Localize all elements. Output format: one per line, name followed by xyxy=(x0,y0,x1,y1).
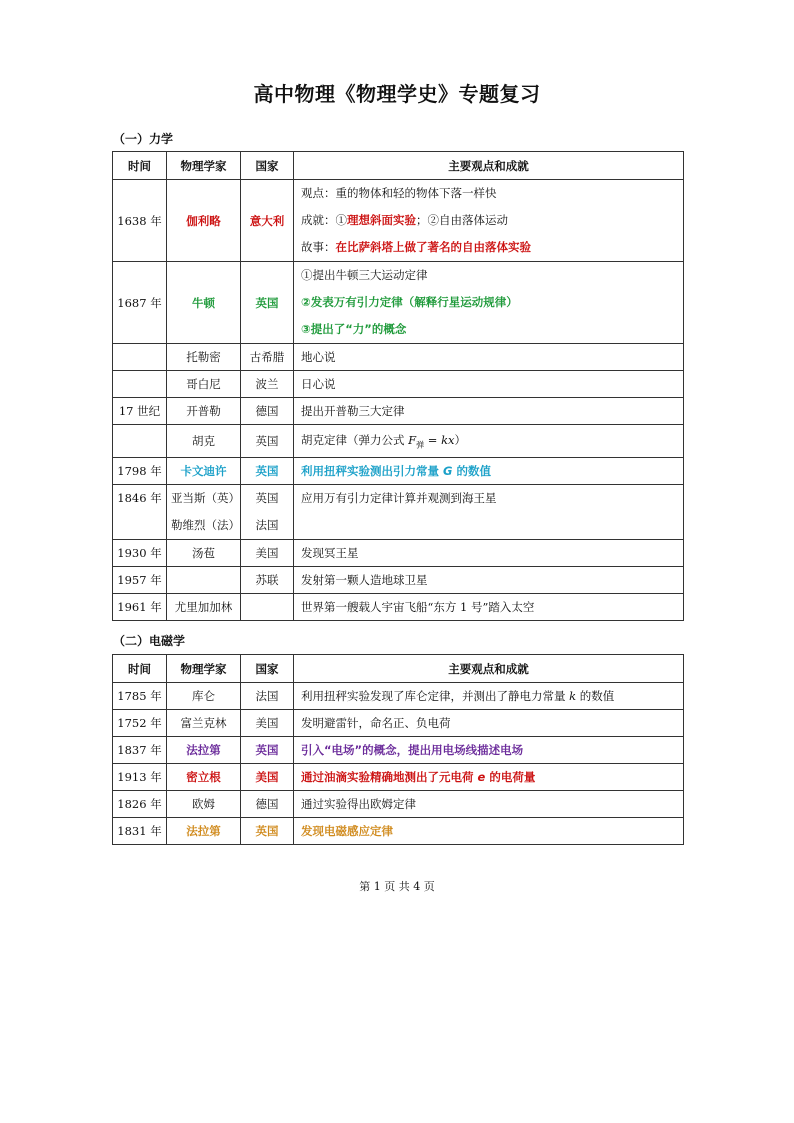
row-achievement: 胡克定律（弹力公式 $F_弹 = kx$） xyxy=(294,425,684,458)
header-achievement: 主要观点和成就 xyxy=(294,655,684,683)
row-time: 17 世纪 xyxy=(113,398,167,425)
row-country: 美国 xyxy=(241,710,294,737)
row-country: 英国 法国 xyxy=(241,485,294,540)
achievement-line: 观点：重的物体和轻的物体下落一样快 xyxy=(301,186,497,200)
row-physicist: 亚当斯（英） 勒维烈（法） xyxy=(167,485,241,540)
row-physicist: 法拉第 xyxy=(167,737,241,764)
table-row-newton xyxy=(113,262,684,344)
table-row-neptune xyxy=(113,485,684,540)
row-physicist xyxy=(167,567,241,594)
row-achievement: 通过油滴实验精确地测出了元电荷 e 的电荷量 xyxy=(294,764,684,791)
row-achievement: 地心说 xyxy=(294,344,684,371)
row-country: 英国 xyxy=(241,737,294,764)
row-time: 1831 年 xyxy=(113,818,167,845)
row-achievement: 世界第一艘载人宇宙飞船“东方 1 号”踏入太空 xyxy=(294,594,684,621)
row-country: 古希腊 xyxy=(241,344,294,371)
header-physicist: 物理学家 xyxy=(167,655,241,683)
row-physicist: 欧姆 xyxy=(167,791,241,818)
row-country xyxy=(241,594,294,621)
row-country: 德国 xyxy=(241,398,294,425)
table-row-ohm xyxy=(113,791,684,818)
row-achievement: 发明避雷针，命名正、负电荷 xyxy=(294,710,684,737)
row-achievement: 引入“电场”的概念，提出用电场线描述电场 xyxy=(294,737,684,764)
table-header-row xyxy=(113,655,684,683)
row-time: 1846 年 xyxy=(113,485,167,540)
row-time: 1837 年 xyxy=(113,737,167,764)
table-row-galileo xyxy=(113,180,684,262)
row-country: 英国 xyxy=(241,458,294,485)
table-row-faraday-induction xyxy=(113,818,684,845)
row-time: 1961 年 xyxy=(113,594,167,621)
row-achievement: 应用万有引力定律计算并观测到海王星 xyxy=(294,485,684,540)
table-row-franklin xyxy=(113,710,684,737)
row-country: 英国 xyxy=(241,818,294,845)
row-achievement: 利用扭秤实验测出引力常量 G 的数值 xyxy=(294,458,684,485)
row-time: 1798 年 xyxy=(113,458,167,485)
row-country: 英国 xyxy=(241,425,294,458)
row-country: 美国 xyxy=(241,764,294,791)
row-achievement: 发射第一颗人造地球卫星 xyxy=(294,567,684,594)
row-physicist: 哥白尼 xyxy=(167,371,241,398)
row-physicist: 托勒密 xyxy=(167,344,241,371)
row-physicist: 尤里加加林 xyxy=(167,594,241,621)
row-physicist: 法拉第 xyxy=(167,818,241,845)
table-row-faraday-field xyxy=(113,737,684,764)
row-physicist: 汤苞 xyxy=(167,540,241,567)
row-achievement: 利用扭秤实验发现了库仑定律，并测出了静电力常量 k 的数值 xyxy=(294,683,684,710)
row-achievement: 通过实验得出欧姆定律 xyxy=(294,791,684,818)
row-time xyxy=(113,344,167,371)
row-time xyxy=(113,371,167,398)
achievement-line: ①提出牛顿三大运动定律 xyxy=(301,268,428,282)
row-physicist: 富兰克林 xyxy=(167,710,241,737)
row-country: 美国 xyxy=(241,540,294,567)
table-row-kepler xyxy=(113,398,684,425)
section-mechanics-heading: （一）力学 xyxy=(113,132,174,146)
table-row-tombaugh xyxy=(113,540,684,567)
table-row-millikan xyxy=(113,764,684,791)
row-time: 1785 年 xyxy=(113,683,167,710)
row-achievement xyxy=(294,262,684,344)
page-title: 高中物理《物理学史》专题复习 xyxy=(253,82,541,106)
row-physicist: 胡克 xyxy=(167,425,241,458)
page-footer: 第 1 页 共 4 页 xyxy=(359,880,435,893)
row-country: 法国 xyxy=(241,683,294,710)
row-country: 德国 xyxy=(241,791,294,818)
table-row-gagarin xyxy=(113,594,684,621)
mechanics-table xyxy=(112,151,684,621)
row-achievement: 发现电磁感应定律 xyxy=(294,818,684,845)
header-country: 国家 xyxy=(241,655,294,683)
table-row-ptolemy xyxy=(113,344,684,371)
table-row-coulomb xyxy=(113,683,684,710)
row-time: 1752 年 xyxy=(113,710,167,737)
table-row-cavendish xyxy=(113,458,684,485)
row-country: 意大利 xyxy=(241,180,294,262)
achievement-line: 成就：①理想斜面实验；②自由落体运动 xyxy=(301,213,508,227)
row-time: 1957 年 xyxy=(113,567,167,594)
row-physicist: 密立根 xyxy=(167,764,241,791)
achievement-line: 故事：在比萨斜塔上做了著名的自由落体实验 xyxy=(301,240,531,254)
row-time: 1826 年 xyxy=(113,791,167,818)
row-country: 波兰 xyxy=(241,371,294,398)
row-achievement: 提出开普勒三大定律 xyxy=(294,398,684,425)
table-row-sputnik xyxy=(113,567,684,594)
header-achievement: 主要观点和成就 xyxy=(294,152,684,180)
row-achievement: 发现冥王星 xyxy=(294,540,684,567)
achievement-line: ②发表万有引力定律（解释行星运动规律） xyxy=(301,295,518,309)
row-country: 苏联 xyxy=(241,567,294,594)
header-country: 国家 xyxy=(241,152,294,180)
section-electromagnetism-heading: （二）电磁学 xyxy=(113,634,186,648)
row-country: 英国 xyxy=(241,262,294,344)
row-achievement xyxy=(294,180,684,262)
header-time: 时间 xyxy=(113,655,167,683)
header-physicist: 物理学家 xyxy=(167,152,241,180)
electromagnetism-table xyxy=(112,654,684,845)
table-header-row xyxy=(113,152,684,180)
row-time: 1687 年 xyxy=(113,262,167,344)
table-row-hooke xyxy=(113,425,684,458)
row-time: 1930 年 xyxy=(113,540,167,567)
row-time: 1913 年 xyxy=(113,764,167,791)
row-physicist: 伽利略 xyxy=(167,180,241,262)
row-physicist: 卡文迪许 xyxy=(167,458,241,485)
row-physicist: 库仑 xyxy=(167,683,241,710)
row-time xyxy=(113,425,167,458)
row-physicist: 开普勒 xyxy=(167,398,241,425)
row-physicist: 牛顿 xyxy=(167,262,241,344)
row-achievement: 日心说 xyxy=(294,371,684,398)
table-row-copernicus xyxy=(113,371,684,398)
achievement-line: ③提出了“力”的概念 xyxy=(301,322,407,336)
row-time: 1638 年 xyxy=(113,180,167,262)
header-time: 时间 xyxy=(113,152,167,180)
